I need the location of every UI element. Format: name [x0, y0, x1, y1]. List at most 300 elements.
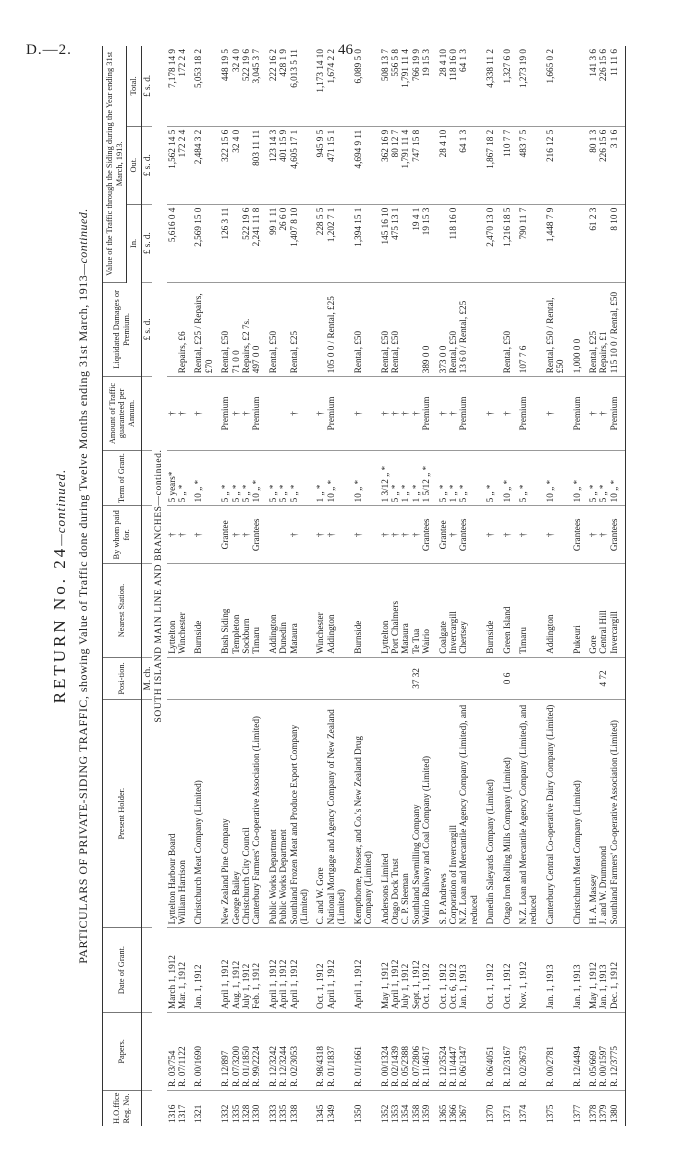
- paid-by-cell: †: [380, 506, 390, 564]
- guaranteed-cell: †: [598, 377, 608, 450]
- paid-by-cell: †: [588, 506, 598, 564]
- date-cell: April 1, 1912: [278, 928, 288, 1013]
- paid-by-cell: †: [411, 506, 421, 564]
- office-reg-cell: 1378: [588, 1104, 598, 1123]
- position-cell: [380, 657, 390, 699]
- out-value-cell: [241, 126, 251, 204]
- damages-cell: Repairs, £2 7s.: [241, 282, 251, 377]
- spacer-cell: [619, 1090, 626, 1126]
- in-value-cell: 1,394 15 1: [353, 204, 374, 282]
- damages-cell: 105 0 0 / Rental, £25: [326, 282, 347, 377]
- out-value-cell: 945 9 5: [315, 126, 325, 204]
- spacer-cell: [619, 564, 626, 658]
- office-reg-cell: 1350: [352, 1104, 363, 1123]
- out-value-cell: 1,867 18 2: [485, 126, 495, 204]
- total-value-cell: 1,665 0 2: [545, 46, 566, 126]
- papers-cell: R. 07/1122: [177, 1012, 187, 1090]
- office-reg-cell: 1321: [193, 1104, 204, 1123]
- unit-position: M. ch.: [141, 657, 152, 699]
- station-cell: Dunedin: [278, 564, 288, 658]
- damages-cell: 497 0 0: [251, 282, 261, 377]
- holder-cell: Canterbury Farmers' Co-operative Association (Limited): [251, 700, 261, 928]
- damages-cell: Repairs, £6: [177, 282, 187, 377]
- paid-by-cell: †: [485, 506, 495, 564]
- out-value-cell: [572, 126, 582, 204]
- damages-cell: [315, 282, 325, 377]
- return-continued: —continued.: [53, 468, 68, 546]
- guaranteed-cell: Premium: [458, 377, 479, 450]
- office-reg-cell: 1365: [437, 1104, 448, 1123]
- date-cell: Mar. 1, 1912: [177, 928, 187, 1013]
- term-cell: 10 „ *: [572, 450, 582, 506]
- date-cell: Oct. 1, 1912: [438, 928, 448, 1013]
- out-value-cell: 1,791 11 4: [400, 126, 410, 204]
- spacer-cell: [619, 657, 626, 699]
- total-value-cell: 3,045 3 7: [251, 46, 261, 126]
- private-siding-table: [102, 46, 626, 1126]
- office-reg-cell: 1380: [608, 1104, 619, 1123]
- guaranteed-cell: †: [380, 377, 390, 450]
- table-row: [167, 46, 177, 1126]
- table-row: [251, 46, 261, 1126]
- damages-cell: Rental, £50: [353, 282, 374, 377]
- damages-cell: Rental, £25: [588, 282, 598, 377]
- total-value-cell: 1,674 2 2: [326, 46, 347, 126]
- table-subtitle: [76, 36, 91, 1136]
- table-row: [411, 46, 421, 1126]
- papers-cell: R. 12/3524: [438, 1012, 448, 1090]
- holder-cell: Otago Iron Rolling Mills Company (Limited): [502, 700, 512, 928]
- paid-by-cell: †: [315, 506, 325, 564]
- table-row: [609, 46, 619, 1126]
- position-cell: [353, 657, 374, 699]
- paid-by-cell: Grantee: [438, 506, 448, 564]
- page-number: 46: [338, 42, 353, 58]
- out-value-cell: 471 15 1: [326, 126, 347, 204]
- damages-cell: [400, 282, 410, 377]
- station-cell: Chertsey: [458, 564, 479, 658]
- position-cell: [588, 657, 598, 699]
- damages-cell: 373 0 0: [438, 282, 448, 377]
- guaranteed-cell: [278, 377, 288, 450]
- term-cell: 5 „ *: [390, 450, 400, 506]
- papers-cell: R. 00/2781: [545, 1012, 566, 1090]
- unit-in: £ s. d.: [141, 204, 152, 282]
- guaranteed-cell: †: [400, 377, 410, 450]
- position-cell: [326, 657, 347, 699]
- office-reg-cell: 1375: [544, 1104, 555, 1123]
- col-papers: Papers.: [103, 1012, 142, 1090]
- date-cell: Jan. 1, 1913: [458, 928, 479, 1013]
- damages-cell: Rental, £50: [380, 282, 390, 377]
- table-row: [326, 46, 347, 1126]
- term-cell: 10 „ *: [353, 450, 374, 506]
- return-label: RETURN No. 24: [50, 545, 69, 704]
- total-value-cell: 6,089 5 0: [353, 46, 374, 126]
- table-row: [289, 46, 310, 1126]
- date-cell: Aug. 1, 1912: [231, 928, 241, 1013]
- station-cell: Timaru: [251, 564, 261, 658]
- position-cell: 4 72: [598, 657, 608, 699]
- paid-by-cell: †: [167, 506, 177, 564]
- in-value-cell: 2,470 13 0: [485, 204, 495, 282]
- date-cell: July 1, 1912: [241, 928, 251, 1013]
- damages-cell: Rental, £50: [448, 282, 458, 377]
- holder-cell: Public Works Department: [268, 700, 278, 928]
- table-row: [438, 46, 448, 1126]
- station-cell: Wairio: [421, 564, 431, 658]
- paid-by-cell: †: [326, 506, 347, 564]
- table-row: [220, 46, 230, 1126]
- out-value-cell: 28 4 10: [438, 126, 448, 204]
- paid-by-cell: †: [353, 506, 374, 564]
- holder-cell: Andersons Limited: [380, 700, 390, 928]
- table-body: [141, 46, 625, 1126]
- holder-cell: Christchurch Meat Company (Limited): [572, 700, 582, 928]
- paid-by-cell: †: [177, 506, 187, 564]
- station-cell: Addington: [268, 564, 278, 658]
- total-value-cell: 1,327 6 0: [502, 46, 512, 126]
- total-value-cell: 19 15 3: [421, 46, 431, 126]
- term-cell: 10 „ *: [251, 450, 261, 506]
- date-cell: Jan. 1, 1913: [545, 928, 566, 1013]
- station-cell: Addington: [545, 564, 566, 658]
- paid-by-cell: †: [598, 506, 608, 564]
- damages-cell: 1,000 0 0: [572, 282, 582, 377]
- papers-cell: R. 12/3244: [278, 1012, 288, 1090]
- total-value-cell: 766 19 9: [411, 46, 421, 126]
- term-cell: 5 „ *: [485, 450, 495, 506]
- term-cell: 5 „ *: [289, 450, 310, 506]
- guaranteed-cell: †: [438, 377, 448, 450]
- papers-cell: R. 12/3167: [502, 1012, 512, 1090]
- papers-cell: R. 07/3200: [231, 1012, 241, 1090]
- holder-cell: Corporation of Invercargill: [448, 700, 458, 928]
- paid-by-cell: †: [390, 506, 400, 564]
- date-cell: Oct. 1, 1912: [485, 928, 495, 1013]
- paid-by-cell: Grantees: [421, 506, 431, 564]
- damages-cell: Rental, £25 / Repairs, £70: [193, 282, 214, 377]
- damages-cell: Repairs, £1: [598, 282, 608, 377]
- station-cell: Invercargill: [609, 564, 619, 658]
- damages-cell: Rental, £50: [268, 282, 278, 377]
- position-cell: [421, 657, 431, 699]
- papers-cell: R. 01/1837: [326, 1012, 347, 1090]
- office-reg-cell: 1367: [458, 1104, 469, 1123]
- damages-cell: [278, 282, 288, 377]
- office-reg-cell: 1358: [410, 1104, 421, 1123]
- col-position: Posi-tion.: [103, 657, 142, 699]
- holder-cell: S. P. Andrews: [438, 700, 448, 928]
- office-reg-cell: 1371: [501, 1104, 512, 1123]
- guaranteed-cell: †: [502, 377, 512, 450]
- holder-cell: H. A. Massey: [588, 700, 598, 928]
- office-reg-cell: 1316: [166, 1104, 177, 1123]
- paid-by-cell: [278, 506, 288, 564]
- guaranteed-cell: †: [315, 377, 325, 450]
- out-value-cell: 4,694 9 11: [353, 126, 374, 204]
- paid-by-cell: †: [502, 506, 512, 564]
- station-cell: Burnside: [485, 564, 495, 658]
- col-office-reg: H.O.ffice Reg. No.: [103, 1090, 142, 1126]
- table-row: [458, 46, 479, 1126]
- position-cell: [177, 657, 187, 699]
- holder-cell: National Mortgage and Agency Company of New Zealand (Limited): [326, 700, 347, 928]
- position-cell: [231, 657, 241, 699]
- spacer-cell: [619, 450, 626, 506]
- in-value-cell: 26 6 0: [278, 204, 288, 282]
- position-cell: [438, 657, 448, 699]
- table-row: [231, 46, 241, 1126]
- office-reg-cell: 1354: [400, 1104, 411, 1123]
- out-value-cell: 803 11 11: [251, 126, 261, 204]
- date-cell: Jan. 1, 1913: [598, 928, 608, 1013]
- paid-by-cell: †: [448, 506, 458, 564]
- total-value-cell: 1,791 11 4: [400, 46, 410, 126]
- guaranteed-cell: Premium: [220, 377, 230, 450]
- damages-cell: [485, 282, 495, 377]
- total-value-cell: 226 15 6: [598, 46, 608, 126]
- position-cell: [458, 657, 479, 699]
- table-row: [572, 46, 582, 1126]
- in-value-cell: 1,448 7 9: [545, 204, 566, 282]
- out-value-cell: 226 15 6: [598, 126, 608, 204]
- station-cell: Sockburn: [241, 564, 251, 658]
- damages-cell: Rental, £50: [220, 282, 230, 377]
- table-row: [598, 46, 608, 1126]
- holder-cell: C. and W. Gore: [315, 700, 325, 928]
- unit-damages: £ s. d.: [141, 282, 152, 377]
- damages-cell: 107 7 6: [518, 282, 539, 377]
- office-reg-cell: 1370: [485, 1104, 496, 1123]
- in-value-cell: 228 5 5: [315, 204, 325, 282]
- holder-cell: Southland Sawmilling Company: [411, 700, 421, 928]
- papers-cell: R. 01/1850: [241, 1012, 251, 1090]
- position-cell: [251, 657, 261, 699]
- in-value-cell: 118 16 0: [448, 204, 458, 282]
- station-cell: Central Hill: [598, 564, 608, 658]
- station-cell: Invercargill: [448, 564, 458, 658]
- table-row: [421, 46, 431, 1126]
- guaranteed-cell: Premium: [251, 377, 261, 450]
- guaranteed-cell: Premium: [421, 377, 431, 450]
- in-value-cell: 2,241 11 8: [251, 204, 261, 282]
- section-heading-row: [152, 46, 166, 1126]
- in-value-cell: 61 2 3: [588, 204, 598, 282]
- holder-cell: George Bailey: [231, 700, 241, 928]
- unit-total: £ s. d.: [141, 46, 152, 126]
- table-row: [268, 46, 278, 1126]
- office-reg-cell: 1353: [389, 1104, 400, 1123]
- paid-by-cell: †: [241, 506, 251, 564]
- station-cell: Mataura: [289, 564, 310, 658]
- position-cell: [289, 657, 310, 699]
- total-value-cell: 556 5 8: [390, 46, 400, 126]
- table-row: [241, 46, 251, 1126]
- date-cell: May 1, 1912: [588, 928, 598, 1013]
- total-value-cell: 118 16 0: [448, 46, 458, 126]
- in-value-cell: 790 11 7: [518, 204, 539, 282]
- station-cell: Timaru: [518, 564, 539, 658]
- in-value-cell: [438, 204, 448, 282]
- holder-cell: C. P. Sleeman: [400, 700, 410, 928]
- total-value-cell: 508 13 7: [380, 46, 390, 126]
- out-value-cell: 80 12 7: [390, 126, 400, 204]
- office-reg-cell: 1335: [230, 1104, 241, 1123]
- date-cell: Dec. 1, 1912: [609, 928, 619, 1013]
- total-value-cell: 32 4 0: [231, 46, 241, 126]
- station-cell: Lyttelton: [167, 564, 177, 658]
- spacer-cell: [619, 126, 626, 204]
- in-value-cell: 1,216 18 5: [502, 204, 512, 282]
- papers-cell: R. 03/754: [167, 1012, 177, 1090]
- position-cell: [268, 657, 278, 699]
- office-reg-cell: 1349: [325, 1104, 336, 1123]
- spacer-cell: [619, 46, 626, 126]
- station-cell: Bush Siding: [220, 564, 230, 658]
- term-cell: 5 years*: [167, 450, 177, 506]
- col-station: Nearest Station.: [103, 564, 142, 658]
- total-value-cell: 1,173 14 10: [315, 46, 325, 126]
- term-cell: 1 „ *: [400, 450, 410, 506]
- term-cell: 1 „ *: [315, 450, 325, 506]
- papers-cell: R. 05/669: [588, 1012, 598, 1090]
- total-value-cell: 64 1 3: [458, 46, 479, 126]
- out-value-cell: 64 1 3: [458, 126, 479, 204]
- holder-cell: Lyttelton Harbour Board: [167, 700, 177, 928]
- term-cell: 5 „ *: [231, 450, 241, 506]
- papers-cell: R. 02/3053: [289, 1012, 310, 1090]
- position-cell: [545, 657, 566, 699]
- damages-cell: Rental, £25: [289, 282, 310, 377]
- spacer-cell: [619, 204, 626, 282]
- table-row: [518, 46, 539, 1126]
- paid-by-cell: †: [289, 506, 310, 564]
- office-reg-cell: 1333: [267, 1104, 278, 1123]
- total-value-cell: 5,053 18 2: [193, 46, 214, 126]
- guaranteed-cell: †: [390, 377, 400, 450]
- in-value-cell: 145 16 10: [380, 204, 390, 282]
- report-code: D.—2.: [26, 42, 72, 58]
- damages-cell: [167, 282, 177, 377]
- in-value-cell: 126 3 11: [220, 204, 230, 282]
- damages-cell: Rental, £50 / Rental, £50: [545, 282, 566, 377]
- holder-cell: N.Z. Loan and Mercantile Agency Company (Limited), and reduced: [458, 700, 479, 928]
- date-cell: Sept. 1, 1912: [411, 928, 421, 1013]
- holder-cell: Wairio Railway and Coal Company (Limited): [421, 700, 431, 928]
- date-cell: Oct. 6, 1912: [448, 928, 458, 1013]
- guaranteed-cell: Premium: [609, 377, 619, 450]
- office-reg-cell: 1332: [220, 1104, 231, 1123]
- position-cell: [193, 657, 214, 699]
- out-value-cell: 362 16 9: [380, 126, 390, 204]
- damages-cell: 13 6 0 / Rental, £25: [458, 282, 479, 377]
- spacer-cell: [619, 377, 626, 450]
- out-value-cell: [448, 126, 458, 204]
- station-cell: Port Chalmers: [390, 564, 400, 658]
- guaranteed-cell: †: [448, 377, 458, 450]
- paid-by-cell: †: [193, 506, 214, 564]
- papers-cell: R. 12/897: [220, 1012, 230, 1090]
- date-cell: July 1, 1912: [400, 928, 410, 1013]
- rotated-table-page: [40, 36, 690, 1136]
- term-cell: 5 „ *: [588, 450, 598, 506]
- total-value-cell: 28 4 10: [438, 46, 448, 126]
- table-row: [177, 46, 187, 1126]
- damages-cell: Rental, £50: [502, 282, 512, 377]
- return-title: [50, 36, 70, 1136]
- papers-cell: R. 01/1661: [353, 1012, 374, 1090]
- guaranteed-cell: Premium: [326, 377, 347, 450]
- office-reg-cell: 1359: [421, 1104, 432, 1123]
- office-reg-cell: 1352: [379, 1104, 390, 1123]
- in-value-cell: 19 15 3: [421, 204, 431, 282]
- col-date: Date of Grant.: [103, 928, 142, 1013]
- station-cell: Gore: [588, 564, 598, 658]
- position-cell: [400, 657, 410, 699]
- guaranteed-cell: †: [193, 377, 214, 450]
- paid-by-cell: [268, 506, 278, 564]
- station-cell: Te Tua: [411, 564, 421, 658]
- position-cell: [278, 657, 288, 699]
- guaranteed-cell: †: [353, 377, 374, 450]
- station-cell: Coalgate: [438, 564, 448, 658]
- term-cell: 10 „ *: [326, 450, 347, 506]
- col-paid-by: By whom paid for.: [103, 506, 142, 564]
- term-cell: 10 „ *: [609, 450, 619, 506]
- term-cell: 5 „ *: [220, 450, 230, 506]
- out-value-cell: 80 1 3: [588, 126, 598, 204]
- unit-out: £ s. d.: [141, 126, 152, 204]
- office-reg-cell: 1338: [288, 1104, 299, 1123]
- office-reg-cell: 1379: [598, 1104, 609, 1123]
- in-value-cell: [572, 204, 582, 282]
- table-row: [502, 46, 512, 1126]
- section-title: SOUTH ISLAND MAIN LINE AND BRANCHES—continued.: [154, 449, 165, 723]
- guaranteed-cell: †: [545, 377, 566, 450]
- out-value-cell: 2,484 3 2: [193, 126, 214, 204]
- term-cell: 5 „ *: [177, 450, 187, 506]
- office-reg-cell: 1330: [251, 1104, 262, 1123]
- holder-cell: J. and W. Drummond: [598, 700, 608, 928]
- col-holder: Present Holder.: [103, 700, 142, 928]
- papers-cell: R. 99/2224: [251, 1012, 261, 1090]
- col-guaranteed: Amount of Traffic guaranteed per Annum.: [103, 377, 142, 450]
- holder-cell: Otago Dock Trust: [390, 700, 400, 928]
- total-value-cell: 4,338 11 2: [485, 46, 495, 126]
- damages-cell: 71 0 0: [231, 282, 241, 377]
- station-cell: Lyttelton: [380, 564, 390, 658]
- holder-cell: Christchurch City Council: [241, 700, 251, 928]
- out-value-cell: 483 7 5: [518, 126, 539, 204]
- in-value-cell: [177, 204, 187, 282]
- in-value-cell: [598, 204, 608, 282]
- table-row: [400, 46, 410, 1126]
- guaranteed-cell: †: [289, 377, 310, 450]
- term-cell: 5 „ *: [278, 450, 288, 506]
- in-value-cell: 522 19 6: [241, 204, 251, 282]
- table-row: [448, 46, 458, 1126]
- in-value-cell: [458, 204, 479, 282]
- total-value-cell: 222 16 2: [268, 46, 278, 126]
- damages-cell: Rental, £50: [390, 282, 400, 377]
- term-cell: 5 „ *: [268, 450, 278, 506]
- total-value-cell: 6,013 5 11: [289, 46, 310, 126]
- papers-cell: R. 00/1324: [380, 1012, 390, 1090]
- total-value-cell: 448 19 5: [220, 46, 230, 126]
- holder-cell: Kempthorne, Prosser, and Co.'s New Zealand Drug Company (Limited): [353, 700, 374, 928]
- col-value-group: Value of the Traffic through the Siding during the Year ending 31st March, 1913.: [103, 46, 127, 282]
